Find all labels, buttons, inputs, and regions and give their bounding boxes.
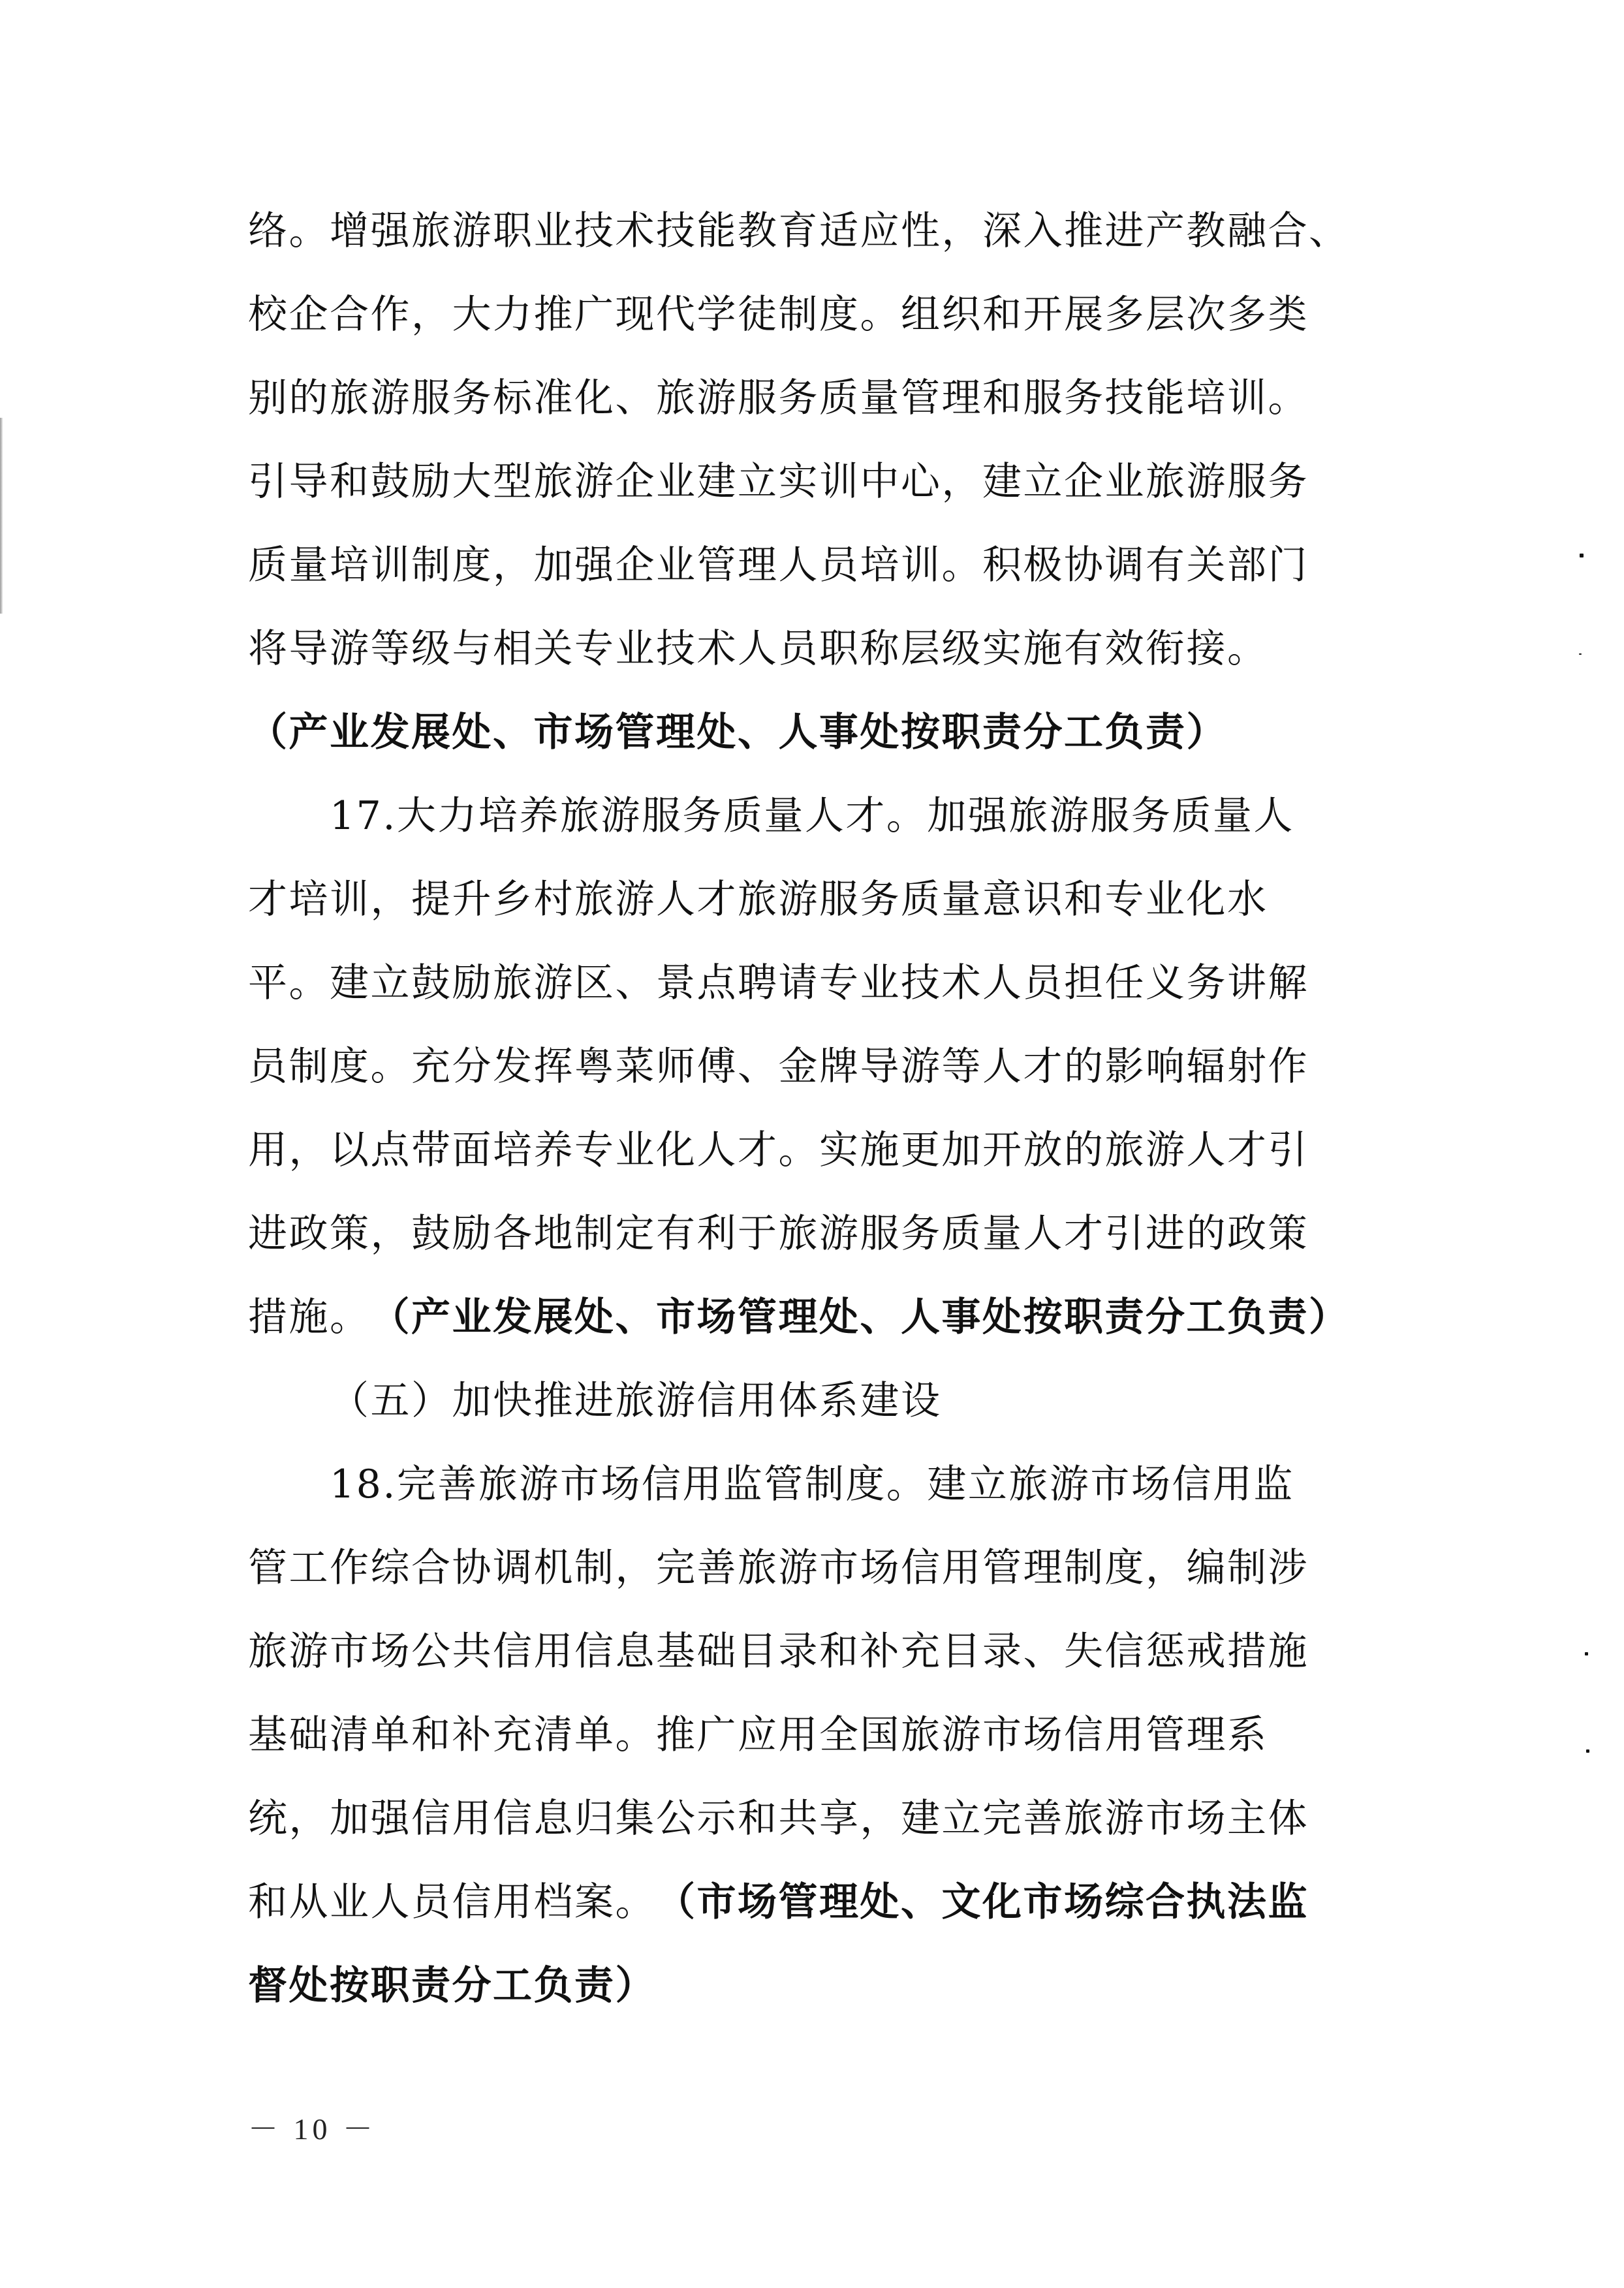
- text-line: [248, 1108, 1377, 1192]
- text-line: [248, 607, 1377, 691]
- line-text: 员制度。充分发挥粤菜师傅、金牌导游等人才的影响辐射作: [248, 1044, 1309, 1089]
- line-text: 平。建立鼓励旅游区、景点聘请专业技术人员担任义务讲解: [248, 960, 1309, 1006]
- line-text: 管工作综合协调机制，完善旅游市场信用管理制度，编制涉: [248, 1545, 1309, 1591]
- text-line: [248, 1276, 1377, 1359]
- text-line: [248, 273, 1377, 356]
- body-text: [248, 189, 1377, 2028]
- text-line: [248, 858, 1377, 941]
- responsibility-text: 督处按职责分工负责）: [248, 1963, 656, 2009]
- scan-edge-shadow: [0, 418, 3, 614]
- responsibility-text: （产业发展处、市场管理处、人事处按职责分工负责）: [248, 710, 1227, 755]
- line-text: 旅游市场公共信用信息基础目录和补充目录、失信惩戒措施: [248, 1629, 1309, 1674]
- line-text: 用，以点带面培养专业化人才。实施更加开放的旅游人才引: [248, 1127, 1309, 1173]
- scan-speck: [1586, 1749, 1589, 1753]
- line-text: 质量培训制度，加强企业管理人员培训。积极协调有关部门: [248, 542, 1309, 588]
- line-text: 进政策，鼓励各地制定有利于旅游服务质量人才引进的政策: [248, 1211, 1309, 1257]
- line-text: 措施。: [248, 1294, 371, 1340]
- scan-speck: [1579, 653, 1582, 655]
- line-text: 将导游等级与相关专业技术人员职称层级实施有效衔接。: [248, 626, 1268, 672]
- text-line: [248, 440, 1377, 524]
- text-line: [248, 1526, 1377, 1610]
- line-text: 基础清单和补充清单。推广应用全国旅游市场信用管理系: [248, 1712, 1268, 1758]
- text-line: [248, 1777, 1377, 1860]
- responsibility-text: （产业发展处、市场管理处、人事处按职责分工负责）: [370, 1294, 1350, 1340]
- line-text: 别的旅游服务标准化、旅游服务质量管理和服务技能培训。: [248, 375, 1309, 421]
- line-text: 统，加强信用信息归集公示和共享，建立完善旅游市场主体: [248, 1796, 1309, 1841]
- text-line: [248, 941, 1377, 1025]
- line-text: 引导和鼓励大型旅游企业建立实训中心，建立企业旅游服务: [248, 459, 1309, 505]
- responsibility-note: [248, 691, 1377, 774]
- section-title: （五）加快推进旅游信用体系建设: [330, 1378, 942, 1424]
- text-line: [248, 1944, 1377, 2028]
- item-heading-17: [248, 774, 1377, 858]
- responsibility-text: （市场管理处、文化市场综合执法监: [656, 1879, 1309, 1925]
- line-text: 和从业人员信用档案。: [248, 1879, 656, 1925]
- line-text: 校企合作，大力推广现代学徒制度。组织和开展多层次多类: [248, 292, 1309, 337]
- text-line: [248, 189, 1377, 273]
- page-number: － 10 －: [248, 2112, 377, 2146]
- text-line: [248, 1610, 1377, 1693]
- line-text: 18.完善旅游市场信用监管制度。建立旅游市场信用监: [330, 1462, 1294, 1507]
- scan-speck: [1580, 554, 1584, 557]
- text-line: [248, 1025, 1377, 1108]
- line-text: 才培训，提升乡村旅游人才旅游服务质量意识和专业化水: [248, 877, 1268, 922]
- line-text: 17.大力培养旅游服务质量人才。加强旅游服务质量人: [330, 793, 1294, 839]
- scan-speck: [1585, 1652, 1588, 1655]
- text-line: [248, 1693, 1377, 1777]
- text-line: [248, 356, 1377, 440]
- text-line: [248, 524, 1377, 607]
- item-heading-18: [248, 1443, 1377, 1526]
- section-heading-5: [248, 1359, 1377, 1443]
- line-text: 络。增强旅游职业技术技能教育适应性，深入推进产教融合、: [248, 208, 1350, 254]
- text-line: [248, 1860, 1377, 1944]
- text-line: [248, 1192, 1377, 1276]
